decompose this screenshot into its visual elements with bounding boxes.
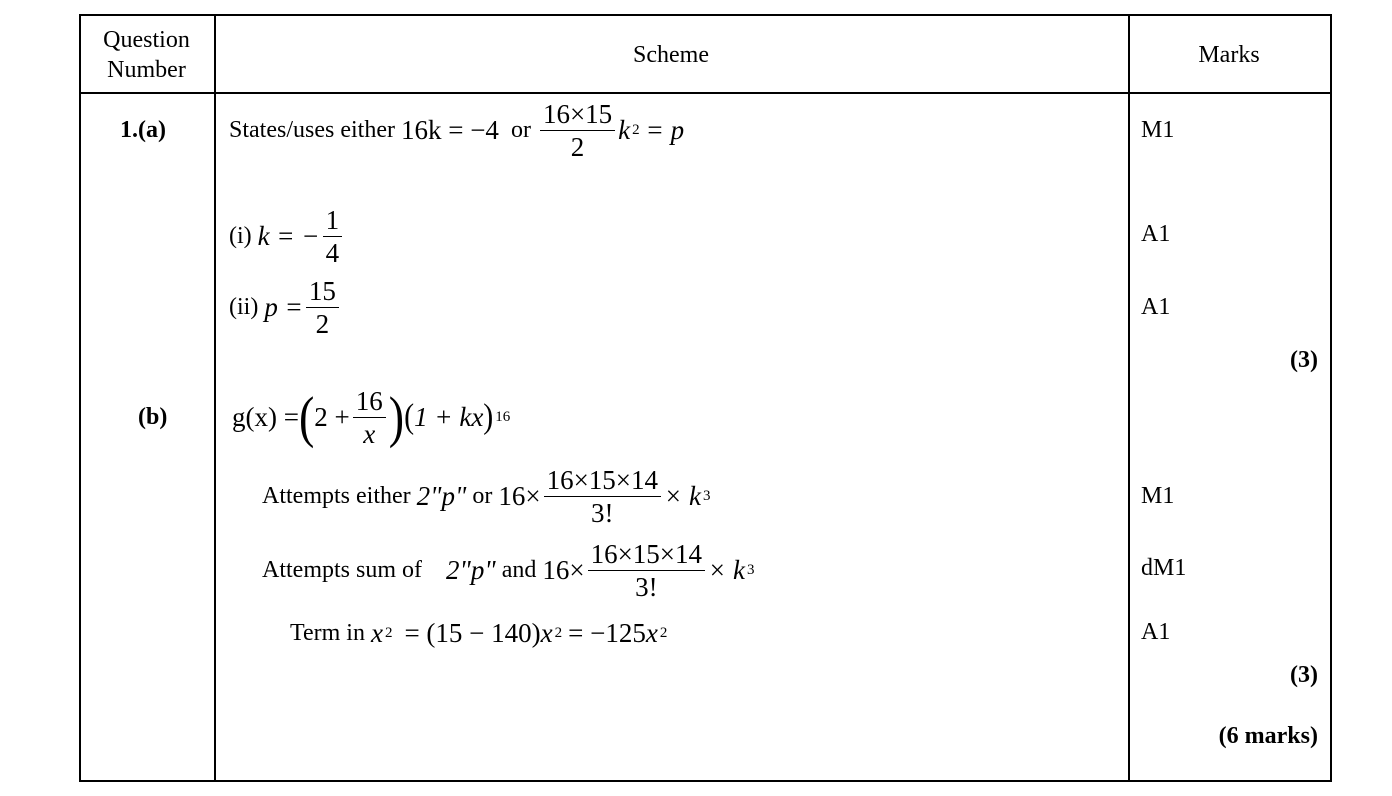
column-divider-1 — [214, 16, 216, 780]
scheme-line-1a: States/uses either 16k = −4 or $\frac{16\times 15}{2}$ k 2 = p — [229, 98, 685, 162]
total-marks-a: (3) — [1290, 347, 1318, 373]
equation-16k: 16k = −4 — [400, 115, 499, 145]
grand-total-marks: (6 marks) — [1218, 723, 1318, 749]
mark-dm1: dM1 — [1141, 555, 1187, 581]
question-label-1a: 1.(a) — [120, 117, 166, 143]
fraction-16-over-x: $\frac{16}{x}$ — [353, 386, 386, 449]
mark-a1-ii: A1 — [1141, 294, 1171, 320]
fraction-15-over-2: $\frac{15}{2}$ — [306, 276, 339, 339]
header-question-number: Question Number — [103, 27, 190, 83]
mark-m1-b: M1 — [1141, 483, 1175, 509]
scheme-line-g-of-x: g(x) = ( 2 + $\frac{16}{x}$ ) ( 1 + kx ) 16 — [232, 384, 511, 449]
fraction-1-over-4: $\frac{1}{4}$ — [323, 205, 343, 268]
fraction-16x15-over-2: $\frac{16\times 15}{2}$ — [540, 99, 615, 162]
header-scheme: Scheme — [633, 42, 709, 68]
column-divider-2 — [1128, 16, 1130, 780]
scheme-line-attempts-either: Attempts either 2"p" or 16× $\frac{16\times 15\times 14}{3!}$ × k 3 — [262, 464, 711, 528]
fraction-16x15x14-over-3-factorial-2: $\frac{16\times 15\times 14}{3!}$ — [588, 539, 705, 602]
header-divider — [81, 92, 1330, 94]
scheme-line-term-in-x2: Term in x 2 = (15 − 140) x 2 = −125 x 2 — [290, 618, 668, 648]
scheme-line-attempts-sum: Attempts sum of 2"p" and 16× $\frac{16\times 15\times 14}{3!}$ × k 3 — [262, 538, 755, 602]
mark-a1-i: A1 — [1141, 221, 1171, 247]
mark-a1-b: A1 — [1141, 619, 1171, 645]
fraction-16x15x14-over-3-factorial: $\frac{16\times 15\times 14}{3!}$ — [544, 465, 661, 528]
question-label-1b: (b) — [138, 404, 168, 430]
total-marks-b: (3) — [1290, 662, 1318, 688]
header-marks: Marks — [1198, 42, 1260, 68]
scheme-line-1a-i: (i) k = − $\frac{1}{4}$ — [229, 205, 345, 267]
mark-m1-1a: M1 — [1141, 117, 1175, 143]
scheme-line-1a-ii: (ii) p = $\frac{15}{2}$ — [229, 276, 342, 338]
